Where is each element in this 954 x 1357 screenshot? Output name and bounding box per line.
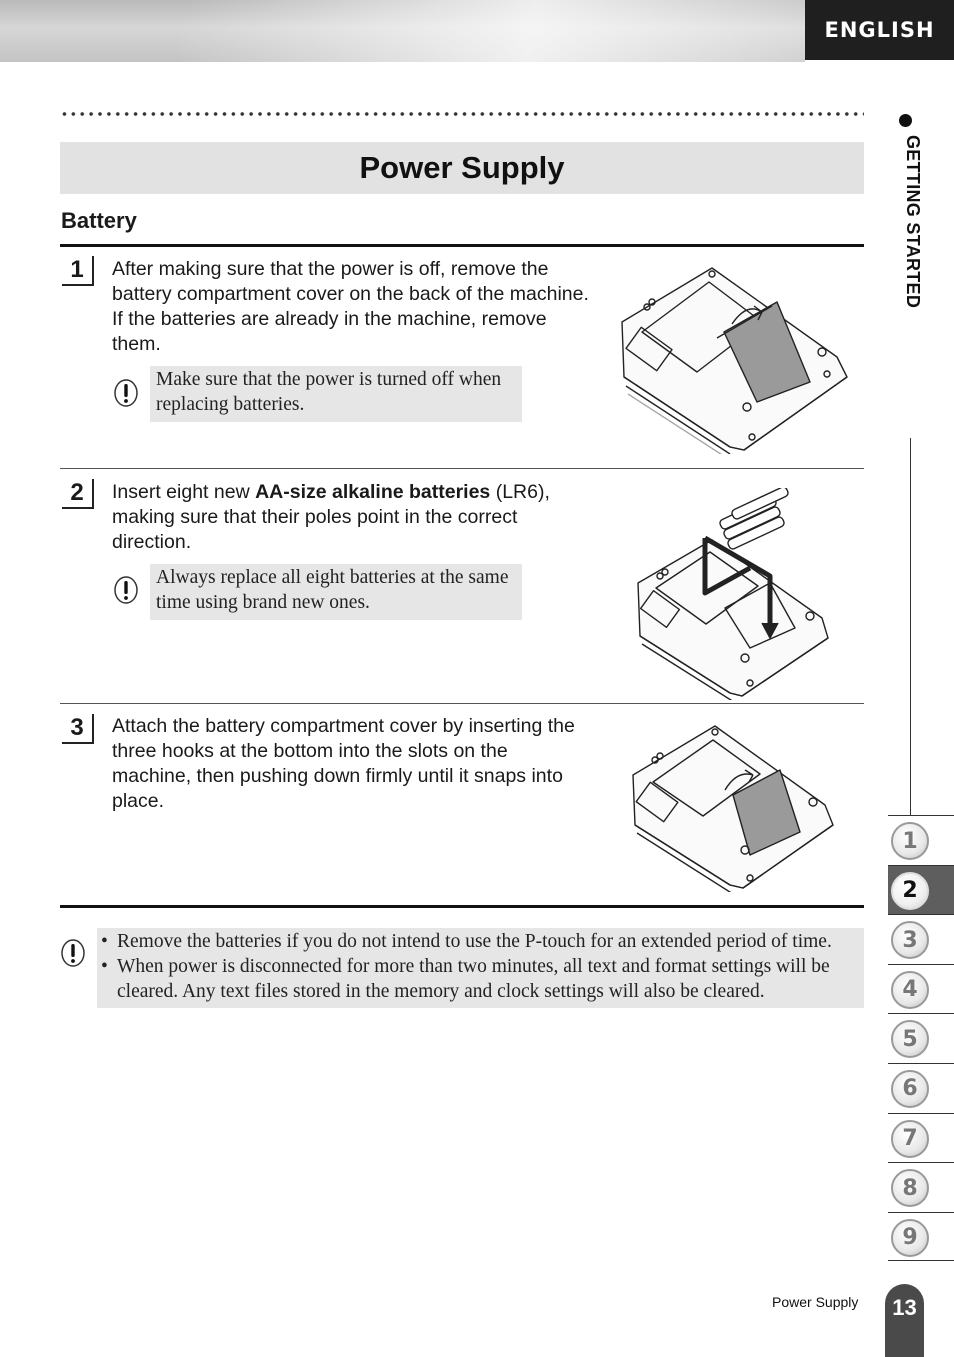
- chapter-number-icon: [891, 872, 929, 910]
- chapter-tab-5[interactable]: [888, 1013, 954, 1063]
- section-heading: Battery: [61, 208, 137, 233]
- note-text: Remove the batteries if you do not intend to use the P-touch for an extended period of time.: [117, 931, 832, 952]
- chapter-tab-4[interactable]: [888, 964, 954, 1014]
- general-notes: [97, 928, 864, 1008]
- chapter-tab-3[interactable]: [888, 914, 954, 964]
- note-item: [101, 954, 858, 1004]
- step-divider: [60, 703, 864, 704]
- chapter-number: 9: [902, 1225, 918, 1251]
- language-label: ENGLISH: [805, 0, 954, 60]
- header-banner: [0, 0, 805, 62]
- chapter-number: 7: [902, 1126, 918, 1152]
- chapter-tab-9[interactable]: [888, 1212, 954, 1262]
- chapter-number-icon: [891, 1169, 929, 1207]
- page-title: Power Supply: [359, 150, 565, 185]
- chapter-number: 1: [902, 828, 918, 854]
- step-number: 2: [62, 479, 94, 509]
- chapter-title: GETTING STARTED: [903, 135, 923, 309]
- chapter-tab-2[interactable]: [888, 865, 954, 915]
- chapter-number: 4: [902, 977, 918, 1003]
- chapter-tab-8[interactable]: [888, 1162, 954, 1212]
- attach-cover-illustration: [625, 720, 840, 892]
- page-number: 13: [885, 1284, 924, 1357]
- step-number: 1: [62, 256, 94, 286]
- battery-type-label: AA-size alkaline batteries: [255, 481, 491, 503]
- chapter-number: 3: [902, 927, 918, 953]
- footer-section-name: Power Supply: [772, 1294, 859, 1310]
- remove-cover-illustration: [612, 262, 852, 454]
- chapter-tab-7[interactable]: [888, 1113, 954, 1163]
- section-end-rule: [60, 905, 864, 908]
- bullet: •: [101, 956, 108, 977]
- chapter-number: 5: [902, 1026, 918, 1052]
- bullet-dot-icon: [899, 114, 912, 127]
- bullet: •: [101, 931, 108, 952]
- step-number: 3: [62, 714, 94, 744]
- warning-icon: [113, 378, 139, 408]
- chapter-number-icon: [891, 1020, 929, 1058]
- section-rule: [60, 244, 864, 247]
- chapter-number-icon: [891, 1219, 929, 1257]
- chapter-number: 6: [902, 1076, 918, 1102]
- note-text: When power is disconnected for more than two minutes, all text and format settings will be cleared. Any text files stored in the memory and clock settings will also be cleared.: [117, 956, 830, 1002]
- chapter-number-icon: [891, 921, 929, 959]
- insert-batteries-illustration: [630, 488, 835, 700]
- chapter-number: 8: [902, 1175, 918, 1201]
- chapter-number-icon: [891, 1070, 929, 1108]
- step-2-text-start: Insert eight new: [112, 481, 256, 503]
- dotted-divider: [60, 111, 864, 117]
- step-3-text: Attach the battery compartment cover by inserting the three hooks at the bottom into the slots on the machine, then pushing down firmly until it snaps into place.: [112, 715, 575, 812]
- step-2-text: [112, 480, 592, 555]
- chapter-side-tab: [888, 108, 928, 338]
- step-1-note: Make sure that the power is turned off when replacing batteries.: [150, 366, 522, 422]
- step-2-text-end: (LR6), making sure that their poles point in the correct direction.: [112, 481, 550, 553]
- note-item: [101, 929, 858, 954]
- step-2-note: Always replace all eight batteries at the same time using brand new ones.: [150, 564, 522, 620]
- chapter-number-icon: [891, 971, 929, 1009]
- step-1-text: After making sure that the power is off, remove the battery compartment cover on the back of the machine. If the batteries are already in the machine, remove them.: [112, 258, 589, 355]
- chapter-number: 2: [902, 878, 918, 904]
- step-divider: [60, 468, 864, 469]
- chapter-number-icon: [891, 822, 929, 860]
- chapter-index: [888, 815, 954, 1261]
- chapter-tab-1[interactable]: [888, 815, 954, 865]
- title-box: [60, 142, 864, 194]
- chapter-tab-6[interactable]: [888, 1063, 954, 1113]
- sidebar-divider: [910, 438, 911, 816]
- warning-icon: [113, 575, 139, 605]
- chapter-number-icon: [891, 1120, 929, 1158]
- warning-icon: [60, 938, 86, 968]
